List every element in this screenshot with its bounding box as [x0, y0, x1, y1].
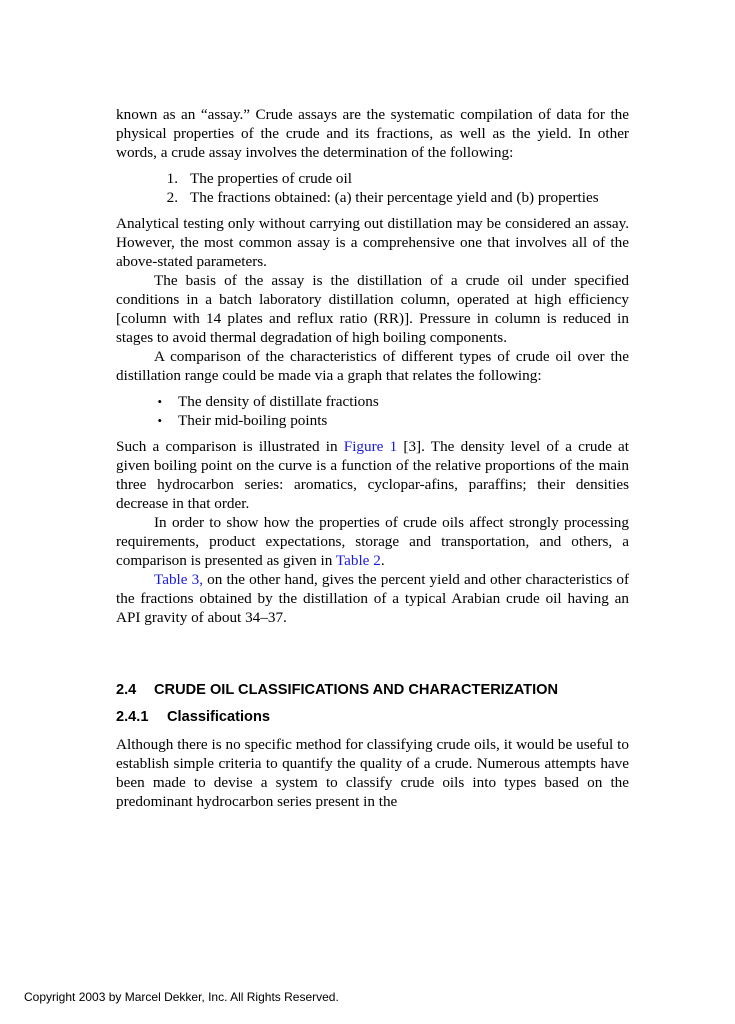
- paragraph-figure-comparison: [116, 437, 629, 513]
- list-item: [116, 411, 629, 430]
- paragraph-assay-basis: The basis of the assay is the distillation of a crude oil under specified conditions in a batch laboratory distillation column, operated at high efficiency [column with 14 plates and reflux ratio (RR)]. Pressure in column is reduced in stages to avoid thermal degradation of high boiling components.: [116, 272, 629, 346]
- subsection-title: Classifications: [167, 709, 271, 725]
- paragraph-assay-intro: known as an “assay.” Crude assays are the systematic compilation of data for the physical properties of the crude and its fractions, as well as the yield. In other words, a crude assay involves the determination of the following:: [116, 106, 629, 161]
- text-span: [3]. The density level of a crude at given boiling point on the curve is a function of the relative proportions of the main three hydrocarbon series: aromatics, cyclopar-afins, paraffins; their densities decrease in that order.: [116, 438, 629, 512]
- copyright-footer: Copyright 2003 by Marcel Dekker, Inc. All Rights Reserved.: [24, 990, 339, 1004]
- list-number: 2.: [166, 189, 178, 206]
- section-title: CRUDE OIL CLASSIFICATIONS AND CHARACTERIZATION: [154, 682, 559, 698]
- list-item: [116, 169, 629, 188]
- figure-1-link[interactable]: Figure 1: [343, 438, 398, 455]
- paragraph-processing: [116, 513, 629, 570]
- bullet-icon: •: [157, 394, 162, 409]
- list-text: Their mid-boiling points: [178, 412, 328, 429]
- list-text: The properties of crude oil: [190, 170, 352, 187]
- numbered-list: [116, 169, 629, 207]
- list-text: The fractions obtained: (a) their percentage yield and (b) properties: [190, 189, 599, 206]
- table-2-link[interactable]: Table 2: [335, 552, 381, 569]
- list-item: [116, 188, 629, 207]
- section-heading: [116, 681, 629, 700]
- table-3-link[interactable]: Table 3,: [154, 571, 204, 588]
- subsection-heading: [116, 708, 629, 727]
- list-number: 1.: [166, 170, 178, 187]
- subsection-number: 2.4.1: [116, 709, 149, 725]
- section-number: 2.4: [116, 682, 137, 698]
- paragraph-classifications: Although there is no specific method for classifying crude oils, it would be useful to establish simple criteria to quantify the quality of a crude. Numerous attempts have been made to devise a system to classify crude oils into types based on the predominant hydrocarbon series present in the: [116, 736, 629, 810]
- text-span: Such a comparison is illustrated in: [116, 438, 344, 455]
- bullet-list: [116, 392, 629, 430]
- paragraph-analytical-testing: Analytical testing only without carrying out distillation may be considered an assay. However, the most common assay is a comprehensive one that involves all of the above-stated parameters.: [116, 215, 629, 270]
- page-body: [116, 105, 629, 811]
- list-text: The density of distillate fractions: [178, 393, 379, 410]
- paragraph-comparison: A comparison of the characteristics of different types of crude oil over the distillation range could be made via a graph that relates the following:: [116, 348, 629, 384]
- text-span: In order to show how the properties of crude oils affect strongly processing requirements, product expectations, storage and transportation, and others, a comparison is presented as given in: [116, 514, 629, 569]
- bullet-icon: •: [157, 413, 162, 428]
- list-item: [116, 392, 629, 411]
- paragraph-table-3: [116, 570, 629, 627]
- text-span: .: [380, 552, 385, 569]
- text-span: on the other hand, gives the percent yield and other characteristics of the fractions obtained by the distillation of a typical Arabian crude oil having an API gravity of about 34–37.: [116, 571, 630, 626]
